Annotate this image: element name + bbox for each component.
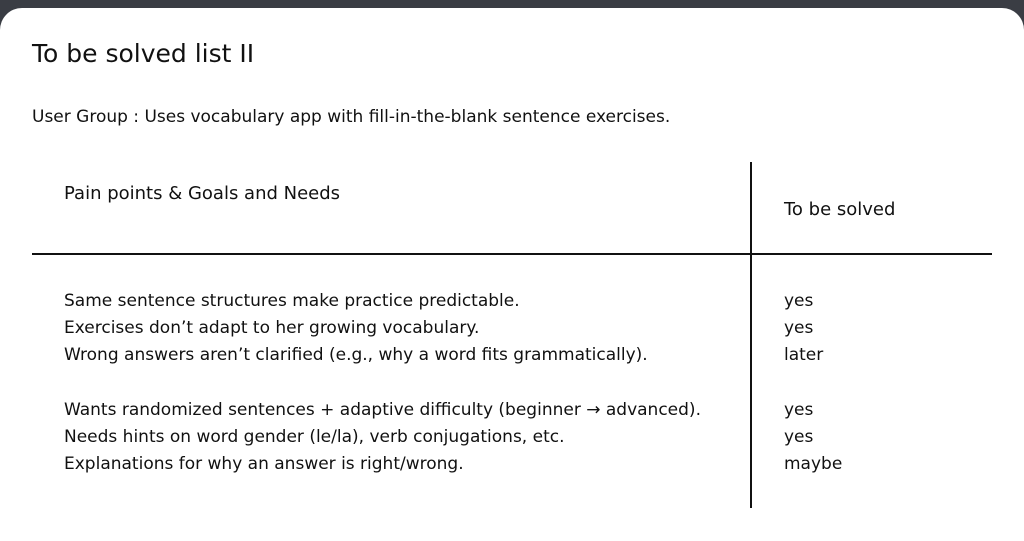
status-text: yes [784, 427, 814, 447]
column-header-pain-points: Pain points & Goals and Needs [64, 183, 341, 204]
pain-point-text: Wrong answers aren’t clarified (e.g., why a word fits grammatically). [64, 345, 648, 365]
table-header-divider [32, 253, 992, 255]
goal-text: Explanations for why an answer is right/wrong. [64, 454, 464, 474]
page-title: To be solved list II [32, 39, 255, 68]
pain-point-text: Exercises don’t adapt to her growing vocabulary. [64, 318, 480, 338]
user-group-text: User Group : Uses vocabulary app with fill-in-the-blank sentence exercises. [32, 107, 671, 127]
status-text: yes [784, 318, 814, 338]
status-text: later [784, 345, 824, 365]
goal-text: Wants randomized sentences + adaptive difficulty (beginner → advanced). [64, 400, 701, 420]
table-row [0, 453, 1024, 480]
table-row [0, 317, 1024, 344]
column-header-to-be-solved: To be solved [784, 199, 896, 220]
status-text: maybe [784, 454, 843, 474]
table-row [0, 399, 1024, 426]
document-card [0, 8, 1024, 541]
goal-text: Needs hints on word gender (le/la), verb conjugations, etc. [64, 427, 565, 447]
table-row [0, 290, 1024, 317]
status-text: yes [784, 291, 814, 311]
table-row [0, 344, 1024, 371]
table-row [0, 426, 1024, 453]
pain-point-text: Same sentence structures make practice predictable. [64, 291, 520, 311]
status-text: yes [784, 400, 814, 420]
